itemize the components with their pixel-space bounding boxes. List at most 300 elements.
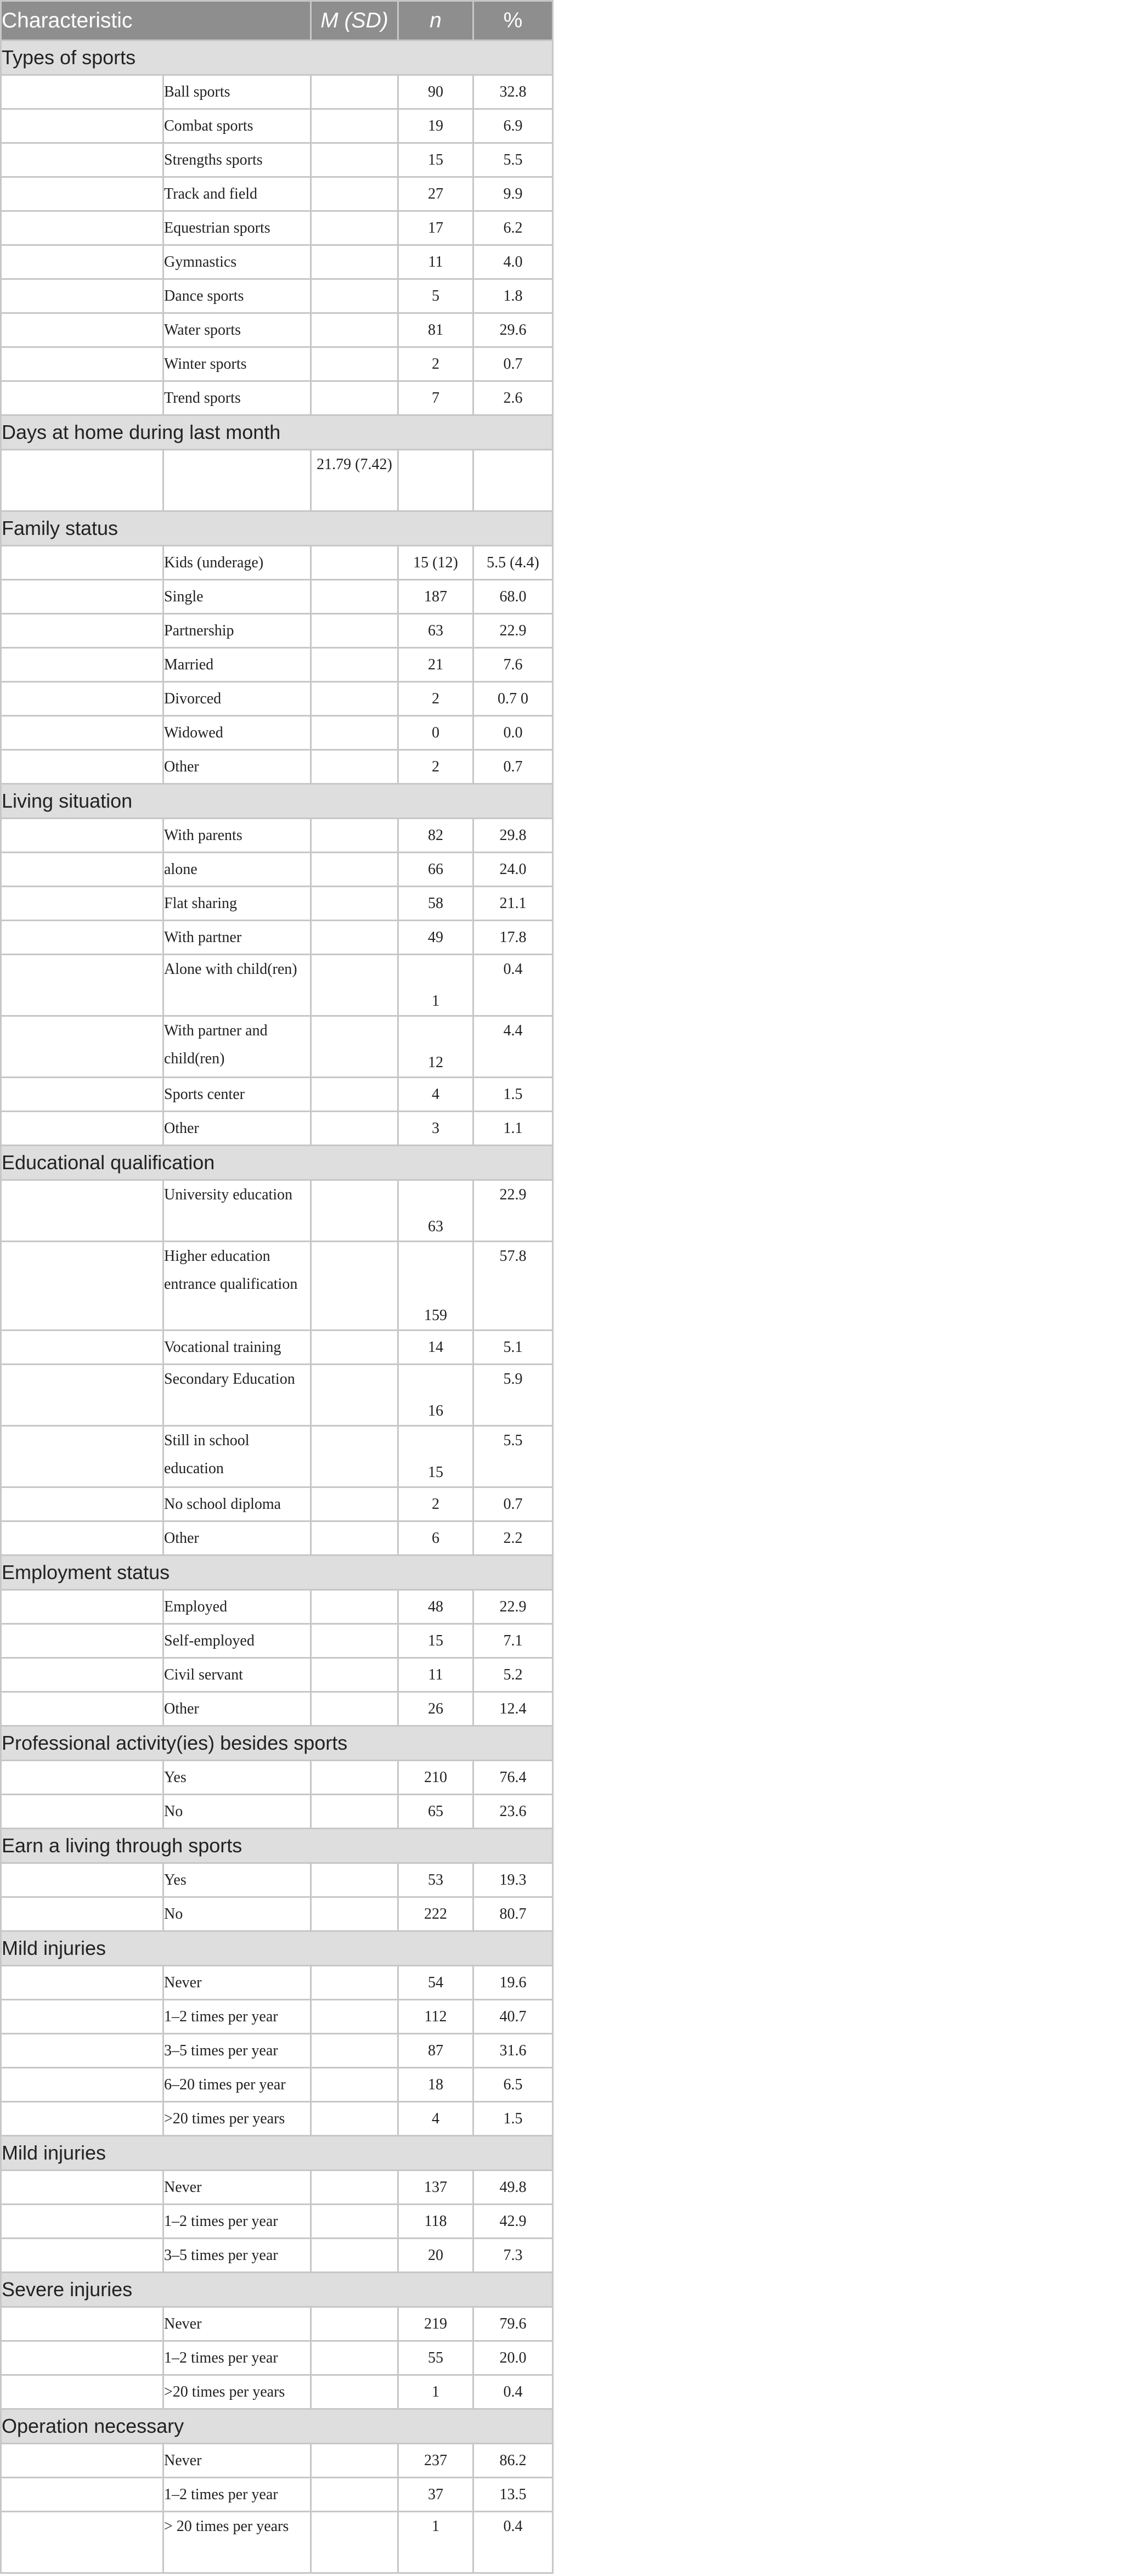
mean-sd-value — [311, 1078, 398, 1112]
n-value: 58 — [398, 887, 473, 921]
mean-sd-value — [311, 1966, 398, 2000]
indent-cell — [1, 1180, 163, 1242]
table-row — [1, 1966, 553, 2000]
percent-value: 19.6 — [473, 1966, 553, 2000]
percent-value: 29.8 — [473, 819, 553, 853]
row-label: With parents — [163, 819, 311, 853]
percent-value: 6.5 — [473, 2068, 553, 2102]
n-value: 14 — [398, 1331, 473, 1365]
n-value: 16 — [398, 1365, 473, 1426]
indent-cell — [1, 1966, 163, 2000]
row-label: 6–20 times per year — [163, 2068, 311, 2102]
table-row — [1, 1365, 553, 1426]
percent-value: 20.0 — [473, 2341, 553, 2375]
percent-value: 7.1 — [473, 1624, 553, 1658]
percent-value: 49.8 — [473, 2171, 553, 2205]
percent-value: 1.8 — [473, 279, 553, 313]
indent-cell — [1, 1761, 163, 1795]
characteristics-table — [0, 0, 554, 2574]
n-value: 11 — [398, 1658, 473, 1692]
n-value: 21 — [398, 648, 473, 682]
n-value: 15 (12) — [398, 546, 473, 580]
table-row — [1, 1521, 553, 1555]
indent-cell — [1, 1863, 163, 1897]
indent-cell — [1, 2341, 163, 2375]
section-title: Severe injuries — [1, 2273, 553, 2307]
indent-cell — [1, 109, 163, 143]
mean-sd-value — [311, 1487, 398, 1521]
indent-cell — [1, 1331, 163, 1365]
section-header-row — [1, 2273, 553, 2307]
mean-sd-value — [311, 921, 398, 955]
row-label: Winter sports — [163, 347, 311, 381]
table-body — [1, 41, 553, 2573]
percent-value: 31.6 — [473, 2034, 553, 2068]
indent-cell — [1, 1521, 163, 1555]
n-value: 4 — [398, 1078, 473, 1112]
indent-cell — [1, 347, 163, 381]
percent-value: 0.7 0 — [473, 682, 553, 716]
percent-value: 0.7 — [473, 347, 553, 381]
section-header-row — [1, 1726, 553, 1761]
n-value: 219 — [398, 2307, 473, 2341]
n-value: 19 — [398, 109, 473, 143]
table-row — [1, 2205, 553, 2239]
percent-value: 0.7 — [473, 750, 553, 784]
indent-cell — [1, 750, 163, 784]
table-row — [1, 2444, 553, 2478]
indent-cell — [1, 1112, 163, 1146]
indent-cell — [1, 450, 163, 511]
table-row — [1, 381, 553, 415]
percent-value: 57.8 — [473, 1242, 553, 1331]
row-label: Employed — [163, 1590, 311, 1624]
n-value: 90 — [398, 75, 473, 109]
percent-value: 19.3 — [473, 1863, 553, 1897]
percent-value: 24.0 — [473, 853, 553, 887]
indent-cell — [1, 682, 163, 716]
percent-value: 0.4 — [473, 955, 553, 1016]
table-row — [1, 1624, 553, 1658]
table-row — [1, 2034, 553, 2068]
table-row — [1, 1180, 553, 1242]
n-value: 65 — [398, 1795, 473, 1829]
indent-cell — [1, 2375, 163, 2409]
indent-cell — [1, 381, 163, 415]
n-value: 6 — [398, 1521, 473, 1555]
row-label: Never — [163, 2307, 311, 2341]
indent-cell — [1, 1795, 163, 1829]
indent-cell — [1, 2000, 163, 2034]
mean-sd-value — [311, 2205, 398, 2239]
indent-cell — [1, 177, 163, 211]
percent-value: 12.4 — [473, 1692, 553, 1726]
mean-sd-value — [311, 1624, 398, 1658]
percent-value: 2.2 — [473, 1521, 553, 1555]
mean-sd-value — [311, 211, 398, 245]
row-label: No — [163, 1795, 311, 1829]
mean-sd-value — [311, 2512, 398, 2573]
row-label: Yes — [163, 1761, 311, 1795]
n-value: 87 — [398, 2034, 473, 2068]
n-value: 82 — [398, 819, 473, 853]
n-value: 15 — [398, 143, 473, 177]
indent-cell — [1, 313, 163, 347]
indent-cell — [1, 1590, 163, 1624]
mean-sd-value — [311, 546, 398, 580]
row-label: >20 times per years — [163, 2375, 311, 2409]
indent-cell — [1, 1016, 163, 1078]
n-value: 2 — [398, 347, 473, 381]
table-row — [1, 1242, 553, 1331]
row-label: Yes — [163, 1863, 311, 1897]
section-title: Living situation — [1, 784, 553, 819]
indent-cell — [1, 2512, 163, 2573]
table-row — [1, 1761, 553, 1795]
row-label: Kids (underage) — [163, 546, 311, 580]
indent-cell — [1, 2239, 163, 2273]
mean-sd-value — [311, 1331, 398, 1365]
n-value: 187 — [398, 580, 473, 614]
table-row — [1, 648, 553, 682]
table-row — [1, 1078, 553, 1112]
row-label: Ball sports — [163, 75, 311, 109]
row-label: Divorced — [163, 682, 311, 716]
n-value: 118 — [398, 2205, 473, 2239]
section-header-row — [1, 2409, 553, 2444]
percent-value: 4.0 — [473, 245, 553, 279]
indent-cell — [1, 1624, 163, 1658]
mean-sd-value — [311, 2444, 398, 2478]
mean-sd-value — [311, 1897, 398, 1931]
row-label: >20 times per years — [163, 2102, 311, 2136]
row-label: Combat sports — [163, 109, 311, 143]
percent-value: 5.5 — [473, 143, 553, 177]
mean-sd-value — [311, 2000, 398, 2034]
row-label: Track and field — [163, 177, 311, 211]
row-label: Secondary Education — [163, 1365, 311, 1426]
mean-sd-value — [311, 313, 398, 347]
mean-sd-value — [311, 1365, 398, 1426]
row-label: Never — [163, 2444, 311, 2478]
mean-sd-value — [311, 2375, 398, 2409]
row-label: Equestrian sports — [163, 211, 311, 245]
n-value: 55 — [398, 2341, 473, 2375]
mean-sd-value — [311, 1180, 398, 1242]
n-value: 12 — [398, 1016, 473, 1078]
indent-cell — [1, 279, 163, 313]
n-value: 1 — [398, 2512, 473, 2573]
mean-sd-value — [311, 1426, 398, 1487]
n-value: 137 — [398, 2171, 473, 2205]
table-row — [1, 1590, 553, 1624]
row-label: No school diploma — [163, 1487, 311, 1521]
percent-value: 22.9 — [473, 1180, 553, 1242]
row-label: Alone with child(ren) — [163, 955, 311, 1016]
table-row — [1, 546, 553, 580]
indent-cell — [1, 2478, 163, 2512]
indent-cell — [1, 2171, 163, 2205]
percent-value — [473, 450, 553, 511]
mean-sd-value — [311, 1863, 398, 1897]
indent-cell — [1, 2444, 163, 2478]
mean-sd-value — [311, 819, 398, 853]
indent-cell — [1, 75, 163, 109]
row-label: Other — [163, 1692, 311, 1726]
mean-sd-value — [311, 2341, 398, 2375]
section-header-row — [1, 415, 553, 450]
row-label: Never — [163, 2171, 311, 2205]
section-title: Operation necessary — [1, 2409, 553, 2444]
table-row — [1, 580, 553, 614]
percent-value: 1.5 — [473, 2102, 553, 2136]
n-value: 37 — [398, 2478, 473, 2512]
table-row — [1, 682, 553, 716]
n-value: 2 — [398, 750, 473, 784]
indent-cell — [1, 1897, 163, 1931]
table-row — [1, 614, 553, 648]
percent-value: 79.6 — [473, 2307, 553, 2341]
indent-cell — [1, 2307, 163, 2341]
table-row — [1, 177, 553, 211]
n-value: 53 — [398, 1863, 473, 1897]
percent-value: 9.9 — [473, 177, 553, 211]
table-row — [1, 1016, 553, 1078]
row-label: Other — [163, 750, 311, 784]
indent-cell — [1, 716, 163, 750]
percent-value: 1.1 — [473, 1112, 553, 1146]
section-title: Professional activity(ies) besides sports — [1, 1726, 553, 1761]
mean-sd-value — [311, 1795, 398, 1829]
table-row — [1, 955, 553, 1016]
row-label: Single — [163, 580, 311, 614]
n-value: 1 — [398, 955, 473, 1016]
table-row — [1, 347, 553, 381]
mean-sd-value — [311, 2307, 398, 2341]
table-row — [1, 2341, 553, 2375]
percent-value: 0.4 — [473, 2512, 553, 2573]
mean-sd-value — [311, 1521, 398, 1555]
mean-sd-value — [311, 1658, 398, 1692]
percent-value: 5.5 — [473, 1426, 553, 1487]
n-value: 1 — [398, 2375, 473, 2409]
n-value: 27 — [398, 177, 473, 211]
row-label: Partnership — [163, 614, 311, 648]
table-row — [1, 279, 553, 313]
n-value: 63 — [398, 1180, 473, 1242]
section-title: Employment status — [1, 1555, 553, 1590]
row-label: Other — [163, 1521, 311, 1555]
table-row — [1, 2171, 553, 2205]
n-value: 26 — [398, 1692, 473, 1726]
indent-cell — [1, 546, 163, 580]
row-label: > 20 times per years — [163, 2512, 311, 2573]
table-row — [1, 1487, 553, 1521]
percent-value: 2.6 — [473, 381, 553, 415]
row-label: With partner — [163, 921, 311, 955]
table-row — [1, 143, 553, 177]
section-title: Days at home during last month — [1, 415, 553, 450]
row-label: Still in school education — [163, 1426, 311, 1487]
row-label — [163, 450, 311, 511]
table-row — [1, 1863, 553, 1897]
mean-sd-value — [311, 955, 398, 1016]
row-label: Married — [163, 648, 311, 682]
indent-cell — [1, 2205, 163, 2239]
section-header-row — [1, 41, 553, 75]
mean-sd-value — [311, 1692, 398, 1726]
mean-sd-value — [311, 143, 398, 177]
n-value: 5 — [398, 279, 473, 313]
table-row — [1, 2068, 553, 2102]
table-row — [1, 1658, 553, 1692]
mean-sd-value — [311, 2068, 398, 2102]
table-row — [1, 2375, 553, 2409]
section-title: Mild injuries — [1, 1931, 553, 1966]
table-row — [1, 1795, 553, 1829]
row-label: No — [163, 1897, 311, 1931]
row-label: Trend sports — [163, 381, 311, 415]
n-value: 237 — [398, 2444, 473, 2478]
row-label: Other — [163, 1112, 311, 1146]
n-value: 20 — [398, 2239, 473, 2273]
section-title: Types of sports — [1, 41, 553, 75]
section-header-row — [1, 1829, 553, 1863]
table-row — [1, 750, 553, 784]
indent-cell — [1, 245, 163, 279]
indent-cell — [1, 648, 163, 682]
percent-value: 1.5 — [473, 1078, 553, 1112]
table-header-row — [1, 1, 553, 41]
mean-sd-value — [311, 2478, 398, 2512]
row-label: Sports center — [163, 1078, 311, 1112]
n-value: 17 — [398, 211, 473, 245]
section-title: Mild injuries — [1, 2136, 553, 2171]
percent-value: 7.3 — [473, 2239, 553, 2273]
table-row — [1, 1112, 553, 1146]
mean-sd-value — [311, 109, 398, 143]
row-label: Dance sports — [163, 279, 311, 313]
n-value: 15 — [398, 1426, 473, 1487]
row-label: 1–2 times per year — [163, 2000, 311, 2034]
mean-sd-value — [311, 245, 398, 279]
table-row — [1, 716, 553, 750]
n-value: 7 — [398, 381, 473, 415]
header-percent: % — [473, 1, 553, 41]
row-label: Civil servant — [163, 1658, 311, 1692]
mean-sd-value — [311, 887, 398, 921]
n-value: 159 — [398, 1242, 473, 1331]
n-value: 63 — [398, 614, 473, 648]
section-header-row — [1, 784, 553, 819]
row-label: Vocational training — [163, 1331, 311, 1365]
table-row — [1, 2512, 553, 2573]
section-header-row — [1, 2136, 553, 2171]
row-label: Widowed — [163, 716, 311, 750]
mean-sd-value — [311, 1112, 398, 1146]
percent-value: 22.9 — [473, 614, 553, 648]
indent-cell — [1, 143, 163, 177]
section-header-row — [1, 1555, 553, 1590]
indent-cell — [1, 580, 163, 614]
mean-sd-value — [311, 177, 398, 211]
mean-sd-value — [311, 1242, 398, 1331]
n-value: 15 — [398, 1624, 473, 1658]
row-label: With partner and child(ren) — [163, 1016, 311, 1078]
section-header-row — [1, 1146, 553, 1180]
mean-sd-value — [311, 750, 398, 784]
percent-value: 32.8 — [473, 75, 553, 109]
n-value: 112 — [398, 2000, 473, 2034]
row-label: 1–2 times per year — [163, 2478, 311, 2512]
percent-value: 0.4 — [473, 2375, 553, 2409]
indent-cell — [1, 614, 163, 648]
n-value: 222 — [398, 1897, 473, 1931]
row-label: 1–2 times per year — [163, 2205, 311, 2239]
row-label: Never — [163, 1966, 311, 2000]
section-title: Earn a living through sports — [1, 1829, 553, 1863]
table-row — [1, 75, 553, 109]
indent-cell — [1, 921, 163, 955]
percent-value: 5.1 — [473, 1331, 553, 1365]
mean-sd-value — [311, 2239, 398, 2273]
table-row — [1, 109, 553, 143]
n-value: 81 — [398, 313, 473, 347]
percent-value: 23.6 — [473, 1795, 553, 1829]
n-value: 210 — [398, 1761, 473, 1795]
percent-value: 17.8 — [473, 921, 553, 955]
mean-sd-value — [311, 648, 398, 682]
table-row — [1, 2000, 553, 2034]
percent-value: 29.6 — [473, 313, 553, 347]
table-row — [1, 1897, 553, 1931]
row-label: Higher education entrance qualification — [163, 1242, 311, 1331]
percent-value: 5.2 — [473, 1658, 553, 1692]
indent-cell — [1, 853, 163, 887]
percent-value: 0.0 — [473, 716, 553, 750]
mean-sd-value — [311, 2102, 398, 2136]
indent-cell — [1, 955, 163, 1016]
indent-cell — [1, 1658, 163, 1692]
mean-sd-value — [311, 279, 398, 313]
table-row — [1, 450, 553, 511]
percent-value: 68.0 — [473, 580, 553, 614]
section-title: Family status — [1, 511, 553, 546]
table-row — [1, 1331, 553, 1365]
mean-sd-value — [311, 1016, 398, 1078]
mean-sd-value — [311, 682, 398, 716]
header-n: n — [398, 1, 473, 41]
mean-sd-value — [311, 2171, 398, 2205]
indent-cell — [1, 211, 163, 245]
mean-sd-value — [311, 75, 398, 109]
mean-sd-value — [311, 381, 398, 415]
percent-value: 6.2 — [473, 211, 553, 245]
row-label: 3–5 times per year — [163, 2239, 311, 2273]
table-row — [1, 313, 553, 347]
row-label: 1–2 times per year — [163, 2341, 311, 2375]
row-label: Water sports — [163, 313, 311, 347]
header-characteristic: Characteristic — [1, 1, 311, 41]
row-label: Flat sharing — [163, 887, 311, 921]
indent-cell — [1, 1426, 163, 1487]
mean-sd-value — [311, 716, 398, 750]
percent-value: 40.7 — [473, 2000, 553, 2034]
mean-sd-value — [311, 580, 398, 614]
percent-value: 4.4 — [473, 1016, 553, 1078]
n-value — [398, 450, 473, 511]
row-label: alone — [163, 853, 311, 887]
